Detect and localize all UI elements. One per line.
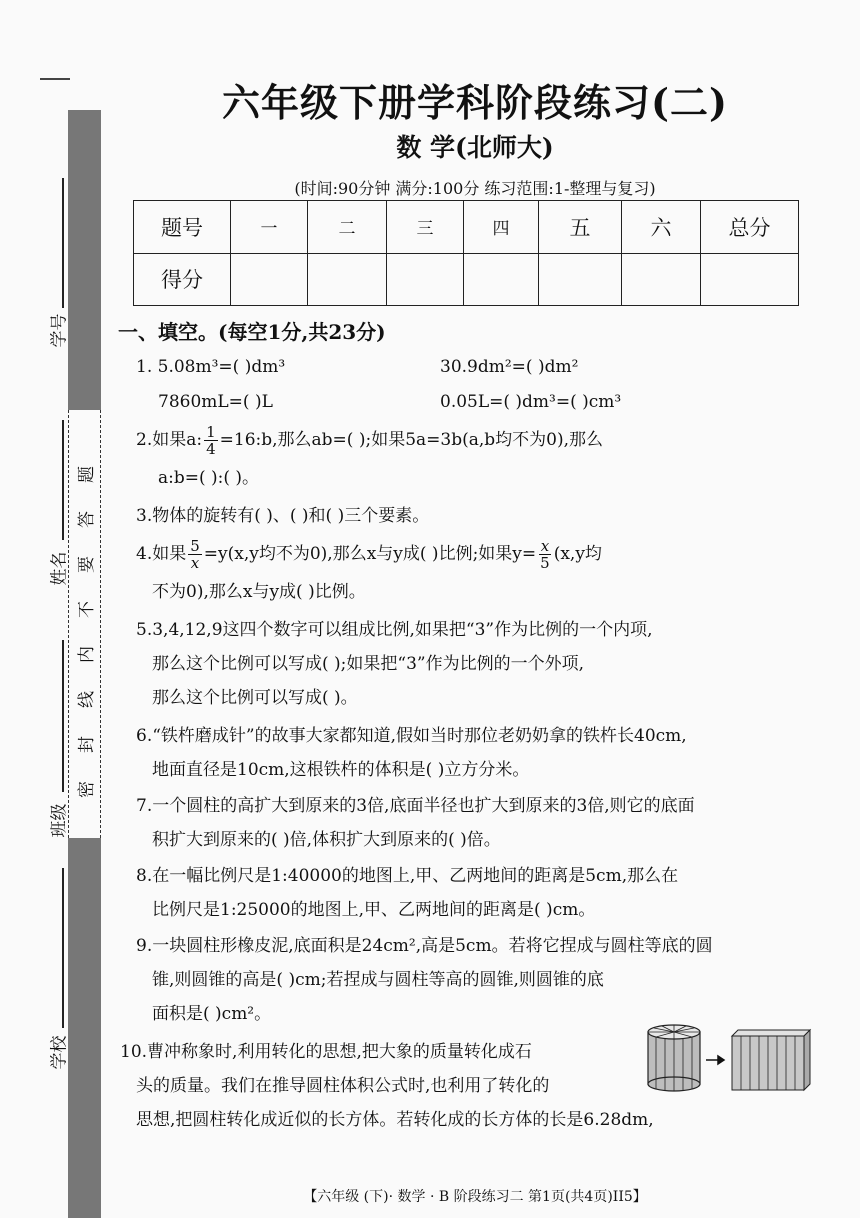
fraction (538, 538, 552, 571)
question-3: 3.物体的旋转有( )、( )和( )三个要素。 (136, 506, 430, 526)
q2-post: =16:b,那么ab=( );如果5a=3b(a,b均不为0),那么 (219, 430, 603, 450)
seal-char: 内 (77, 646, 97, 663)
page-title: 六年级下册学科阶段练习(二) (222, 80, 728, 125)
page-subtitle: 数 学(北师大) (396, 133, 554, 162)
question-5a: 5.3,4,12,9这四个数字可以组成比例,如果把“3”作为比例的一个内项, (136, 620, 653, 640)
q2-pre: 2.如果a: (136, 430, 203, 450)
page-footer: 【六年级 (下)· 数学 · B 阶段练习二 第1页(共4页)II5】 (303, 1189, 647, 1205)
score-input-cell[interactable] (387, 253, 464, 306)
question-1a: 1. 5.08m³=( )dm³ (136, 357, 286, 377)
frac-num: 1 (206, 423, 216, 441)
score-table-cell: 一 (231, 201, 308, 254)
frac-num: x (540, 537, 550, 555)
exam-info: (时间:90分钟 满分:100分 练习范围:1-整理与复习) (294, 179, 656, 198)
score-input-cell[interactable] (464, 253, 539, 306)
seal-text (68, 462, 101, 802)
student-id-line[interactable] (62, 178, 64, 308)
margin-gray-bar-bottom (68, 838, 101, 1218)
score-table-cell: 四 (464, 201, 539, 254)
name-line[interactable] (62, 420, 64, 540)
score-table-cell: 六 (622, 201, 701, 254)
score-table-score-row (134, 253, 799, 306)
seal-char: 题 (77, 466, 97, 483)
question-2a (136, 424, 603, 457)
score-table-cell: 得分 (134, 253, 231, 306)
question-1d: 0.05L=( )dm³=( )cm³ (440, 392, 622, 412)
question-9a: 9.一块圆柱形橡皮泥,底面积是24cm²,高是5cm。若将它捏成与圆柱等底的圆 (136, 936, 713, 956)
question-2b: a:b=( ):( )。 (158, 468, 260, 488)
score-input-cell[interactable] (231, 253, 308, 306)
score-input-cell[interactable] (308, 253, 387, 306)
question-4a (136, 538, 602, 571)
question-10c: 思想,把圆柱转化成近似的长方体。若转化成的长方体的长是6.28dm, (136, 1110, 654, 1130)
question-7a: 7.一个圆柱的高扩大到原来的3倍,底面半径也扩大到原来的3倍,则它的底面 (136, 796, 695, 816)
section-title: 一、填空。(每空1分,共23分) (118, 320, 386, 344)
seal-char: 线 (77, 691, 97, 708)
question-1b: 30.9dm²=( )dm² (440, 357, 579, 377)
question-7b: 积扩大到原来的( )倍,体积扩大到原来的( )倍。 (152, 830, 501, 850)
score-table-cell: 题号 (134, 201, 231, 254)
class-label: 班级 (49, 803, 70, 838)
school-line[interactable] (62, 868, 64, 1028)
score-table (133, 200, 799, 306)
name-label: 姓名 (49, 551, 70, 586)
question-9c: 面积是( )cm²。 (152, 1004, 272, 1024)
question-5b: 那么这个比例可以写成( );如果把“3”作为比例的一个外项, (152, 654, 584, 674)
seal-char: 答 (77, 511, 97, 528)
seal-char: 要 (77, 556, 97, 573)
question-10b: 头的质量。我们在推导圆柱体积公式时,也利用了转化的 (136, 1076, 550, 1096)
class-line[interactable] (62, 640, 64, 792)
frac-den: 4 (206, 440, 216, 458)
question-1c: 7860mL=( )L (158, 392, 273, 412)
fraction (188, 538, 202, 571)
seal-char: 不 (77, 601, 97, 618)
margin-tick (40, 78, 70, 80)
q4-mid: =y(x,y均不为0),那么x与y成( )比例;如果y= (203, 544, 537, 564)
question-4b: 不为0),那么x与y成( )比例。 (152, 582, 366, 602)
question-6a: 6.“铁杵磨成针”的故事大家都知道,假如当时那位老奶奶拿的铁杵长40cm, (136, 726, 687, 746)
frac-den: x (190, 554, 200, 572)
q4-pre: 4.如果 (136, 544, 187, 564)
score-input-cell[interactable] (701, 253, 799, 306)
question-5c: 那么这个比例可以写成( )。 (152, 688, 358, 708)
question-9b: 锥,则圆锥的高是( )cm;若捏成与圆柱等高的圆锥,则圆锥的底 (152, 970, 604, 990)
question-8b: 比例尺是1:25000的地图上,甲、乙两地间的距离是( )cm。 (152, 900, 596, 920)
fraction (204, 424, 218, 457)
cylinder-to-cuboid-illustration (644, 1022, 814, 1094)
score-input-cell[interactable] (622, 253, 701, 306)
school-label: 学校 (49, 1035, 70, 1070)
score-table-cell: 总分 (701, 201, 799, 254)
student-id-label: 学号 (49, 313, 70, 348)
frac-den: 5 (540, 554, 550, 572)
question-10a: 10.曹冲称象时,利用转化的思想,把大象的质量转化成石 (120, 1042, 532, 1062)
score-table-cell: 三 (387, 201, 464, 254)
score-table-cell: 二 (308, 201, 387, 254)
score-table-header-row (134, 201, 799, 254)
seal-char: 封 (77, 736, 97, 753)
margin-gray-bar-top (68, 110, 101, 410)
score-table-cell: 五 (539, 201, 622, 254)
seal-char: 密 (77, 781, 97, 798)
question-6b: 地面直径是10cm,这根铁杵的体积是( )立方分米。 (152, 760, 530, 780)
score-input-cell[interactable] (539, 253, 622, 306)
frac-num: 5 (190, 537, 200, 555)
q4-post: (x,y均 (553, 544, 602, 564)
question-8a: 8.在一幅比例尺是1:40000的地图上,甲、乙两地间的距离是5cm,那么在 (136, 866, 679, 886)
